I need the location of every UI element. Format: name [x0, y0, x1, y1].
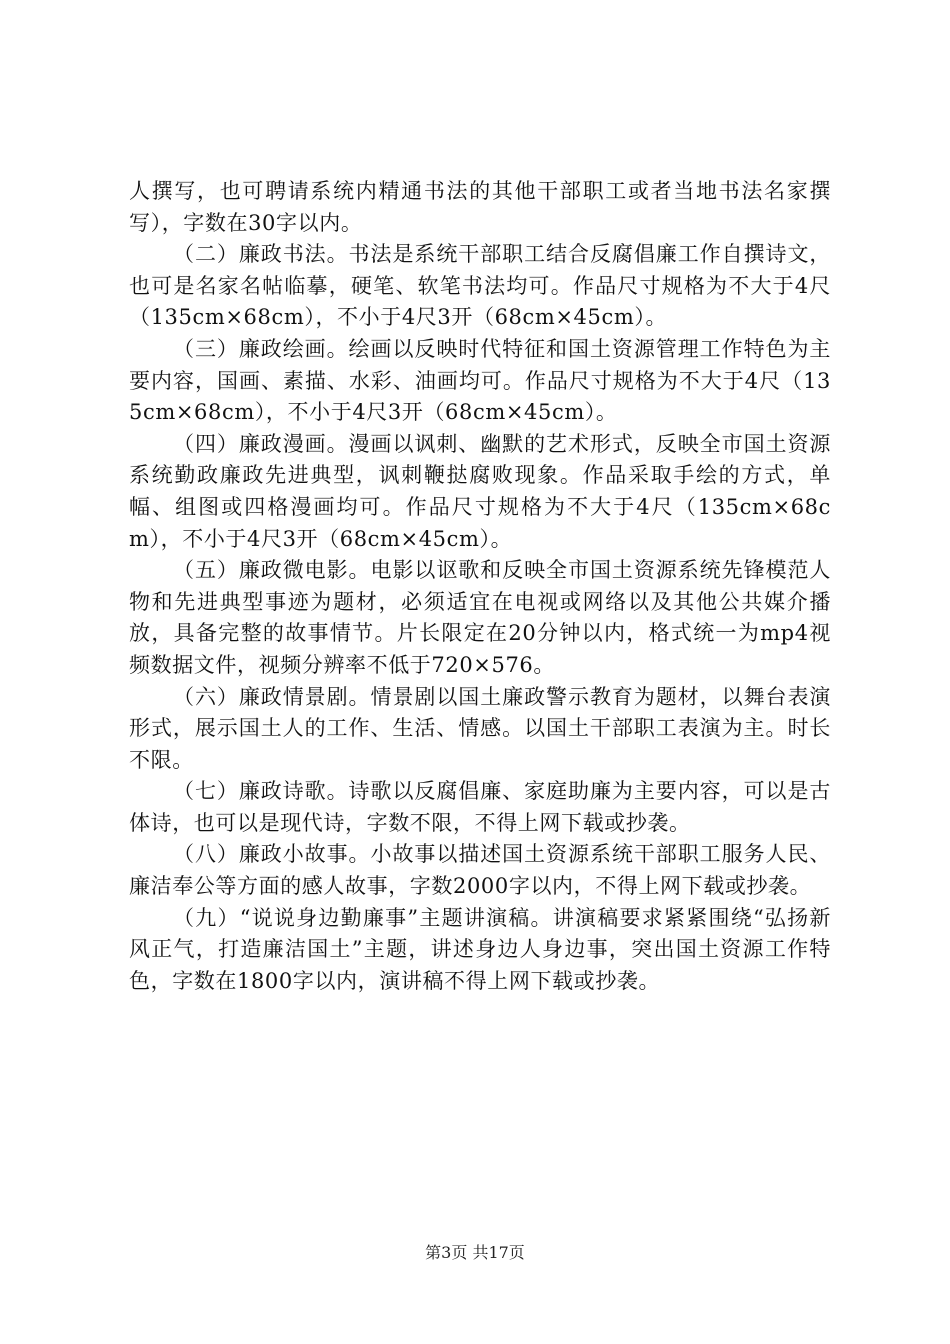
paragraph-calligraphy: （二）廉政书法。书法是系统干部职工结合反腐倡廉工作自撰诗文，也可是名家名帖临摹，硬笔、软笔书法均可。作品尺寸规格为不大于4尺（135cm×68cm），不小于4尺3开（68cm×45cm）。 [129, 242, 831, 330]
paragraph-speech: （九）“说说身边勤廉事”主题讲演稿。讲演稿要求紧紧围绕“弘扬新风正气，打造廉洁国土”主题，讲述身边人身边事，突出国土资源工作特色，字数在1800字以内，演讲稿不得上网下载或抄袭。 [129, 905, 831, 993]
paragraph-sitcom: （六）廉政情景剧。情景剧以国土廉政警示教育为题材，以舞台表演形式，展示国土人的工作、生活、情感。以国土干部职工表演为主。时长不限。 [129, 684, 831, 772]
paragraph-micro-film: （五）廉政微电影。电影以讴歌和反映全市国土资源系统先锋模范人物和先进典型事迹为题材，必须适宜在电视或网络以及其他公共媒介播放，具备完整的故事情节。片长限定在20分钟以内，格式统一为mp4视频数据文件，视频分辨率不低于720×576。 [129, 558, 831, 677]
document-body [129, 176, 831, 997]
paragraph-short-story: （八）廉政小故事。小故事以描述国土资源系统干部职工服务人民、廉洁奉公等方面的感人故事，字数2000字以内，不得上网下载或抄袭。 [129, 842, 831, 899]
paragraph-continuation: 人撰写，也可聘请系统内精通书法的其他干部职工或者当地书法名家撰写），字数在30字以内。 [129, 179, 831, 235]
paragraph-cartoon: （四）廉政漫画。漫画以讽刺、幽默的艺术形式，反映全市国土资源系统勤政廉政先进典型，讽刺鞭挞腐败现象。作品采取手绘的方式，单幅、组图或四格漫画均可。作品尺寸规格为不大于4尺（135cm×68cm），不小于4尺3开（68cm×45cm）。 [129, 431, 831, 551]
paragraph-poetry: （七）廉政诗歌。诗歌以反腐倡廉、家庭助廉为主要内容，可以是古体诗，也可以是现代诗，字数不限，不得上网下载或抄袭。 [129, 779, 831, 835]
page-number-footer: 第3页 共17页 [425, 1243, 525, 1262]
paragraph-painting: （三）廉政绘画。绘画以反映时代特征和国土资源管理工作特色为主要内容，国画、素描、水彩、油画均可。作品尺寸规格为不大于4尺（135cm×68cm），不小于4尺3开（68cm×45cm）。 [129, 336, 831, 425]
